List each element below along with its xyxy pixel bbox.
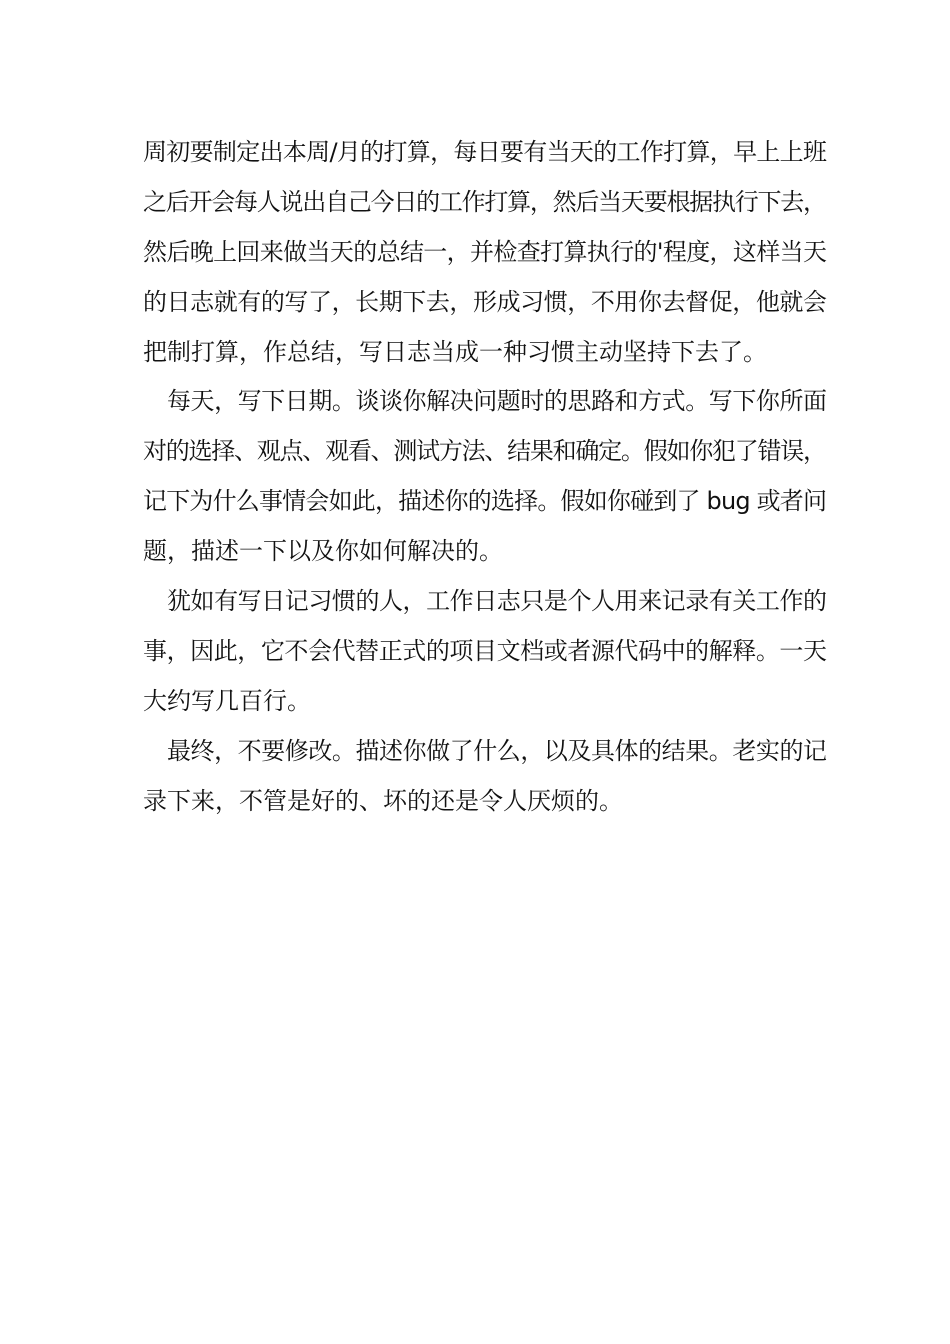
document-body <box>143 128 827 826</box>
text-line: 大约写几百行。 <box>143 686 311 715</box>
text-line: 然后晚上回来做当天的总结一，并检查打算执行的'程度，这样当天 <box>143 237 827 266</box>
text-line: 的日志就有的写了，长期下去，形成习惯，不用你去督促，他就会 <box>143 287 827 316</box>
text-line: 最终，不要修改。描述你做了什么，以及具体的结果。老实的记 <box>167 736 827 765</box>
text-line: 之后开会每人说出自己今日的工作打算，然后当天要根据执行下去， <box>143 187 826 216</box>
text-line: 题，描述一下以及你如何解决的。 <box>143 537 503 566</box>
text-line: 录下来，不管是好的、坏的还是令人厌烦的。 <box>143 786 623 815</box>
text-line: 犹如有写日记习惯的人，工作日志只是个人用来记录有关工作的 <box>167 587 827 616</box>
text-line: 每天，写下日期。谈谈你解决问题时的思路和方式。写下你所面 <box>167 387 827 416</box>
text-line: 事，因此，它不会代替正式的项目文档或者源代码中的解释。一天 <box>143 636 827 665</box>
text-line: 周初要制定出本周/月的打算，每日要有当天的工作打算，早上上班 <box>143 138 827 166</box>
text-line: 把制打算，作总结，写日志当成一种习惯主动坚持下去了。 <box>143 337 767 366</box>
text-line: 对的选择、观点、观看、测试方法、结果和确定。假如你犯了错误， <box>143 437 826 466</box>
text-line: 记下为什么事情会如此，描述你的选择。假如你碰到了 bug 或者问 <box>143 487 827 516</box>
